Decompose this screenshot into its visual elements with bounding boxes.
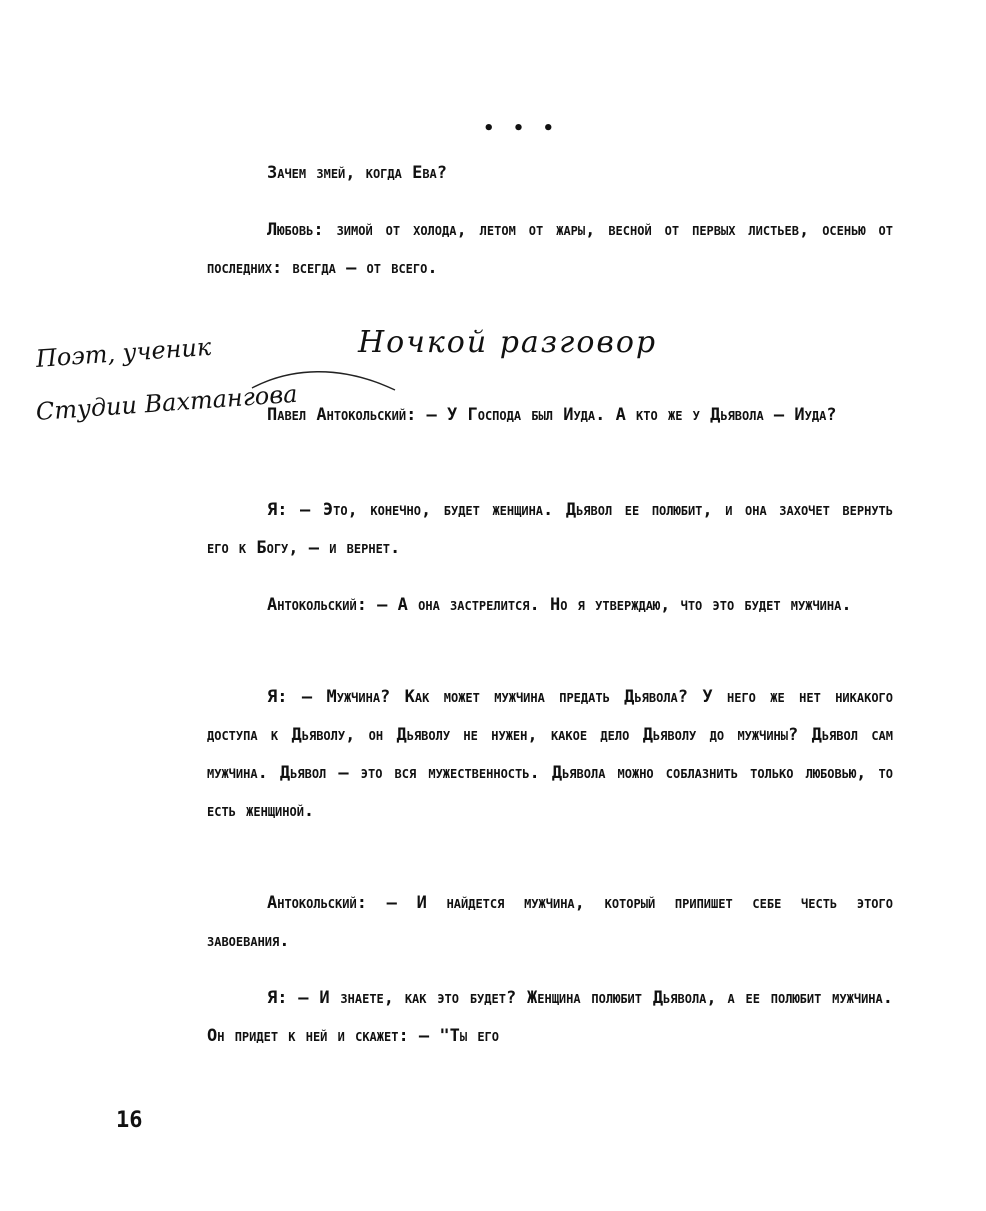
margin-note-line-2: Студии Вахтангова bbox=[35, 379, 299, 426]
paragraph-5: Антокольский: – А она застрелится. Но я утверждаю, что это будет мужчина. bbox=[267, 595, 852, 615]
page-number: 16 bbox=[116, 1108, 143, 1133]
handwritten-title: Ночкой разговор bbox=[358, 325, 658, 360]
paragraph-4: Я: – Это, конечно, будет женщина. Дьявол ее полюбит, и она захочет вернуть его к Богу, – и вернет. bbox=[207, 500, 893, 558]
paragraph-3: Павел Антокольский: – У Господа был Иуда. А кто же у Дьявола – Иуда? bbox=[267, 405, 837, 425]
paragraph-1: Зачем змей, когда Ева? bbox=[267, 163, 448, 183]
paragraph-8: Я: – И знаете, как это будет? Женщина полюбит Дьявола, а ее полюбит мужчина. Он придет к ней и скажет: – "Ты его bbox=[207, 988, 893, 1046]
margin-note-line-1: Поэт, ученик bbox=[35, 332, 213, 373]
handwritten-arrow-icon bbox=[250, 360, 400, 400]
section-separator: • • • bbox=[483, 118, 561, 139]
paragraph-2: Любовь: зимой от холода, летом от жары, весной от первых листьев, осенью от последних: всегда – от всего. bbox=[207, 220, 893, 278]
paragraph-7: Антокольский: – И найдется мужчина, который припишет себе честь этого завоевания. bbox=[207, 893, 893, 951]
paragraph-6: Я: – Мужчина? Как может мужчина предать Дьявола? У него же нет никакого доступа к Дьяволу, он Дьяволу не нужен, какое дело Дьяволу до мужчины? Дьявол сам мужчина. Дьявол – это вся мужественность. Дьявола можно соблазнить только любовью, то есть женщиной. bbox=[207, 687, 893, 821]
